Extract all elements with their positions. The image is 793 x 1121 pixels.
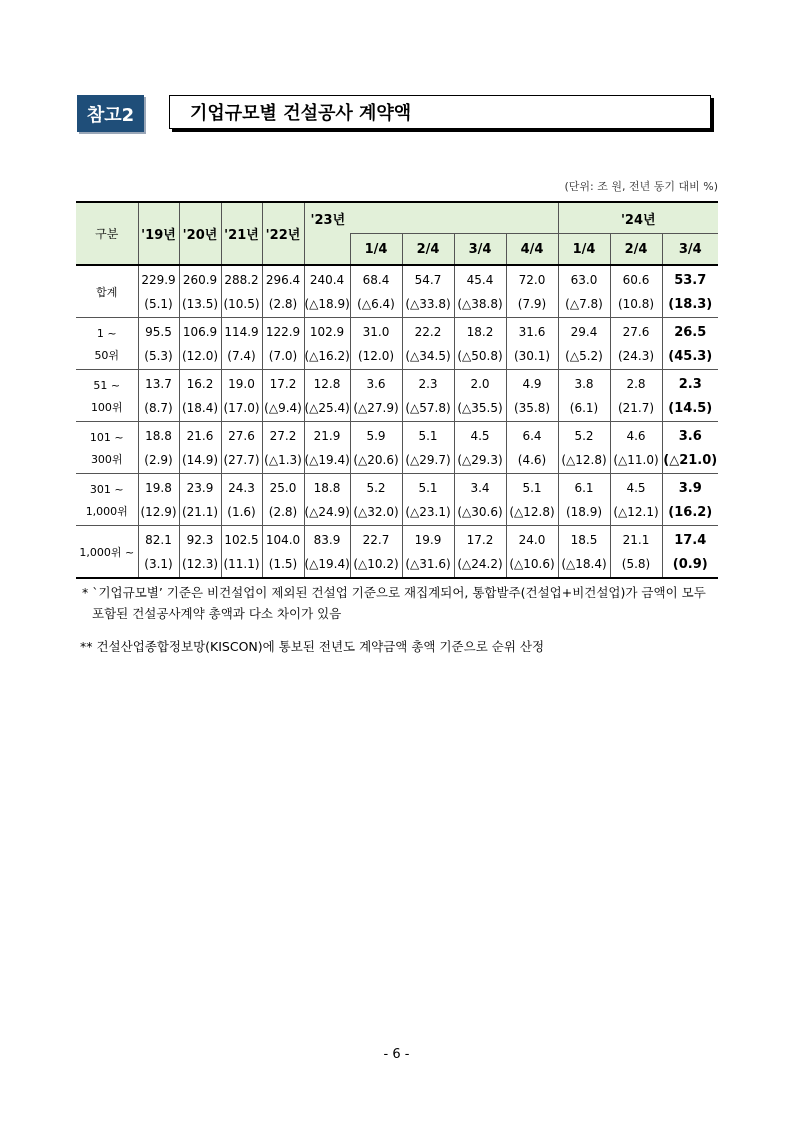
table-row-values (76, 370, 718, 397)
table-row-change (76, 292, 718, 318)
change-cell: (0.9) (662, 552, 718, 578)
value-cell: 54.7 (402, 265, 454, 292)
value-cell: 122.9 (262, 318, 304, 345)
row-label-line: 301 ~ (89, 482, 124, 496)
footnotes (80, 582, 730, 657)
value-cell: 92.3 (179, 526, 221, 553)
value-cell: 17.2 (454, 526, 506, 553)
change-cell: (△25.4) (304, 396, 350, 422)
change-cell: (2.9) (138, 448, 179, 474)
header-2023-q3: 3/4 (454, 234, 506, 266)
row-label-line: 1,000위 ~ (79, 545, 135, 559)
row-label-line: 1,000위 (85, 504, 128, 518)
value-cell: 82.1 (138, 526, 179, 553)
change-cell: (△21.0) (662, 448, 718, 474)
change-cell: (21.7) (610, 396, 662, 422)
page-title: 기업규모별 건설공사 계약액 (169, 95, 711, 129)
value-cell: 26.5 (662, 318, 718, 345)
change-cell: (△10.6) (506, 552, 558, 578)
header-2024-q2: 2/4 (610, 234, 662, 266)
value-cell: 12.8 (304, 370, 350, 397)
change-cell: (7.0) (262, 344, 304, 370)
change-cell: (△27.9) (350, 396, 402, 422)
change-cell: (△24.9) (304, 500, 350, 526)
reference-badge: 참고2 (77, 95, 144, 132)
table-row-values (76, 318, 718, 345)
change-cell: (△57.8) (402, 396, 454, 422)
value-cell: 13.7 (138, 370, 179, 397)
change-cell: (17.0) (221, 396, 262, 422)
change-cell: (△31.6) (402, 552, 454, 578)
value-cell: 22.7 (350, 526, 402, 553)
change-cell: (△16.2) (304, 344, 350, 370)
row-label-line: 51 ~ (93, 378, 121, 392)
value-cell: 114.9 (221, 318, 262, 345)
change-cell: (△12.8) (506, 500, 558, 526)
value-cell: 23.9 (179, 474, 221, 501)
change-cell: (5.1) (138, 292, 179, 318)
value-cell: 3.6 (662, 422, 718, 449)
value-cell: 5.1 (506, 474, 558, 501)
value-cell: 60.6 (610, 265, 662, 292)
value-cell: 288.2 (221, 265, 262, 292)
change-cell: (16.2) (662, 500, 718, 526)
row-label-line: 300위 (90, 452, 123, 466)
value-cell: 104.0 (262, 526, 304, 553)
change-cell: (△24.2) (454, 552, 506, 578)
value-cell: 19.8 (138, 474, 179, 501)
change-cell: (△9.4) (262, 396, 304, 422)
change-cell: (7.4) (221, 344, 262, 370)
value-cell: 229.9 (138, 265, 179, 292)
header-2024-q1: 1/4 (558, 234, 610, 266)
change-cell: (18.4) (179, 396, 221, 422)
change-cell: (14.9) (179, 448, 221, 474)
contract-table (76, 201, 718, 579)
table-row-values (76, 422, 718, 449)
value-cell: 31.0 (350, 318, 402, 345)
value-cell: 29.4 (558, 318, 610, 345)
value-cell: 27.6 (221, 422, 262, 449)
change-cell: (18.9) (558, 500, 610, 526)
change-cell: (11.1) (221, 552, 262, 578)
change-cell: (7.9) (506, 292, 558, 318)
row-label (76, 318, 138, 370)
change-cell: (2.8) (262, 500, 304, 526)
value-cell: 2.3 (662, 370, 718, 397)
value-cell: 2.0 (454, 370, 506, 397)
change-cell: (△19.4) (304, 552, 350, 578)
value-cell: 5.2 (350, 474, 402, 501)
change-cell: (24.3) (610, 344, 662, 370)
table-row-change (76, 500, 718, 526)
change-cell: (30.1) (506, 344, 558, 370)
value-cell: 18.5 (558, 526, 610, 553)
change-cell: (△19.4) (304, 448, 350, 474)
value-cell: 45.4 (454, 265, 506, 292)
row-label (76, 265, 138, 318)
value-cell: 5.1 (402, 474, 454, 501)
value-cell: 21.9 (304, 422, 350, 449)
change-cell: (△12.1) (610, 500, 662, 526)
value-cell: 17.2 (262, 370, 304, 397)
change-cell: (△23.1) (402, 500, 454, 526)
footnote-1 (80, 582, 730, 624)
value-cell: 27.6 (610, 318, 662, 345)
value-cell: 102.9 (304, 318, 350, 345)
table-row-values (76, 526, 718, 553)
row-label-line: 50위 (94, 348, 120, 362)
change-cell: (12.3) (179, 552, 221, 578)
change-cell: (△34.5) (402, 344, 454, 370)
row-label-line: 1 ~ (96, 326, 117, 340)
change-cell: (12.0) (179, 344, 221, 370)
value-cell: 18.8 (138, 422, 179, 449)
value-cell: 31.6 (506, 318, 558, 345)
value-cell: 27.2 (262, 422, 304, 449)
value-cell: 53.7 (662, 265, 718, 292)
change-cell: (12.0) (350, 344, 402, 370)
row-label (76, 370, 138, 422)
change-cell: (△29.7) (402, 448, 454, 474)
footnote-1-line-1: * `기업규모별’ 기준은 비건설업이 제외된 건설업 기준으로 재집계되어, 통합발주(건설업+비건설업)가 금액이 모두 (82, 585, 706, 600)
change-cell: (2.8) (262, 292, 304, 318)
change-cell: (8.7) (138, 396, 179, 422)
change-cell: (45.3) (662, 344, 718, 370)
value-cell: 2.8 (610, 370, 662, 397)
change-cell: (△5.2) (558, 344, 610, 370)
row-label (76, 422, 138, 474)
value-cell: 4.5 (610, 474, 662, 501)
header-year-2019: '19년 (138, 202, 179, 265)
footnote-1-line-2: 포함된 건설공사계약 총액과 다소 차이가 있음 (92, 606, 342, 621)
change-cell: (4.6) (506, 448, 558, 474)
change-cell: (1.5) (262, 552, 304, 578)
value-cell: 4.5 (454, 422, 506, 449)
value-cell: 5.9 (350, 422, 402, 449)
section-title (77, 95, 713, 132)
value-cell: 4.9 (506, 370, 558, 397)
value-cell: 21.6 (179, 422, 221, 449)
value-cell: 17.4 (662, 526, 718, 553)
change-cell: (△1.3) (262, 448, 304, 474)
header-year-2024: '24년 (558, 202, 718, 234)
value-cell: 83.9 (304, 526, 350, 553)
change-cell: (3.1) (138, 552, 179, 578)
value-cell: 24.0 (506, 526, 558, 553)
value-cell: 296.4 (262, 265, 304, 292)
value-cell: 4.6 (610, 422, 662, 449)
header-2023-q4: 4/4 (506, 234, 558, 266)
value-cell: 18.2 (454, 318, 506, 345)
value-cell: 19.9 (402, 526, 454, 553)
table-row-values (76, 265, 718, 292)
value-cell: 3.4 (454, 474, 506, 501)
header-year-2023: '23년 (304, 202, 558, 234)
table-row-change (76, 552, 718, 578)
change-cell: (21.1) (179, 500, 221, 526)
value-cell: 72.0 (506, 265, 558, 292)
table-row-change (76, 396, 718, 422)
value-cell: 3.9 (662, 474, 718, 501)
change-cell: (5.3) (138, 344, 179, 370)
change-cell: (5.8) (610, 552, 662, 578)
change-cell: (△38.8) (454, 292, 506, 318)
change-cell: (△6.4) (350, 292, 402, 318)
value-cell: 22.2 (402, 318, 454, 345)
value-cell: 21.1 (610, 526, 662, 553)
change-cell: (6.1) (558, 396, 610, 422)
value-cell: 6.4 (506, 422, 558, 449)
change-cell: (△12.8) (558, 448, 610, 474)
row-label (76, 474, 138, 526)
value-cell: 25.0 (262, 474, 304, 501)
change-cell: (△30.6) (454, 500, 506, 526)
change-cell: (10.8) (610, 292, 662, 318)
value-cell: 102.5 (221, 526, 262, 553)
table-row-values (76, 474, 718, 501)
header-year-2021: '21년 (221, 202, 262, 265)
row-label (76, 526, 138, 579)
change-cell: (1.6) (221, 500, 262, 526)
value-cell: 6.1 (558, 474, 610, 501)
change-cell: (10.5) (221, 292, 262, 318)
change-cell: (△10.2) (350, 552, 402, 578)
value-cell: 240.4 (304, 265, 350, 292)
table-row-change (76, 344, 718, 370)
header-2023-q2: 2/4 (402, 234, 454, 266)
header-2024-q3: 3/4 (662, 234, 718, 266)
row-label-line: 101 ~ (89, 430, 124, 444)
change-cell: (35.8) (506, 396, 558, 422)
change-cell: (△35.5) (454, 396, 506, 422)
change-cell: (14.5) (662, 396, 718, 422)
header-2023-q1: 1/4 (350, 234, 402, 266)
header-2023-q0 (304, 234, 350, 266)
change-cell: (13.5) (179, 292, 221, 318)
change-cell: (△20.6) (350, 448, 402, 474)
value-cell: 95.5 (138, 318, 179, 345)
change-cell: (△18.9) (304, 292, 350, 318)
change-cell: (△7.8) (558, 292, 610, 318)
value-cell: 63.0 (558, 265, 610, 292)
value-cell: 16.2 (179, 370, 221, 397)
row-label-line: 합계 (96, 285, 118, 299)
change-cell: (△33.8) (402, 292, 454, 318)
header-year-2022: '22년 (262, 202, 304, 265)
change-cell: (△11.0) (610, 448, 662, 474)
row-label-line: 100위 (90, 400, 123, 414)
change-cell: (27.7) (221, 448, 262, 474)
change-cell: (△50.8) (454, 344, 506, 370)
value-cell: 24.3 (221, 474, 262, 501)
page-number: - 6 - (383, 1047, 410, 1062)
unit-note: (단위: 조 원, 전년 동기 대비 %) (564, 180, 718, 193)
value-cell: 5.2 (558, 422, 610, 449)
change-cell: (△29.3) (454, 448, 506, 474)
value-cell: 106.9 (179, 318, 221, 345)
value-cell: 5.1 (402, 422, 454, 449)
value-cell: 19.0 (221, 370, 262, 397)
value-cell: 3.8 (558, 370, 610, 397)
change-cell: (12.9) (138, 500, 179, 526)
change-cell: (18.3) (662, 292, 718, 318)
table-row-change (76, 448, 718, 474)
value-cell: 2.3 (402, 370, 454, 397)
value-cell: 3.6 (350, 370, 402, 397)
value-cell: 18.8 (304, 474, 350, 501)
header-year-2020: '20년 (179, 202, 221, 265)
header-label: 구분 (76, 202, 138, 265)
change-cell: (△32.0) (350, 500, 402, 526)
value-cell: 68.4 (350, 265, 402, 292)
footnote-2: ** 건설산업종합정보망(KISCON)에 통보된 전년도 계약금액 총액 기준으로 순위 산정 (80, 639, 545, 654)
value-cell: 260.9 (179, 265, 221, 292)
change-cell: (△18.4) (558, 552, 610, 578)
